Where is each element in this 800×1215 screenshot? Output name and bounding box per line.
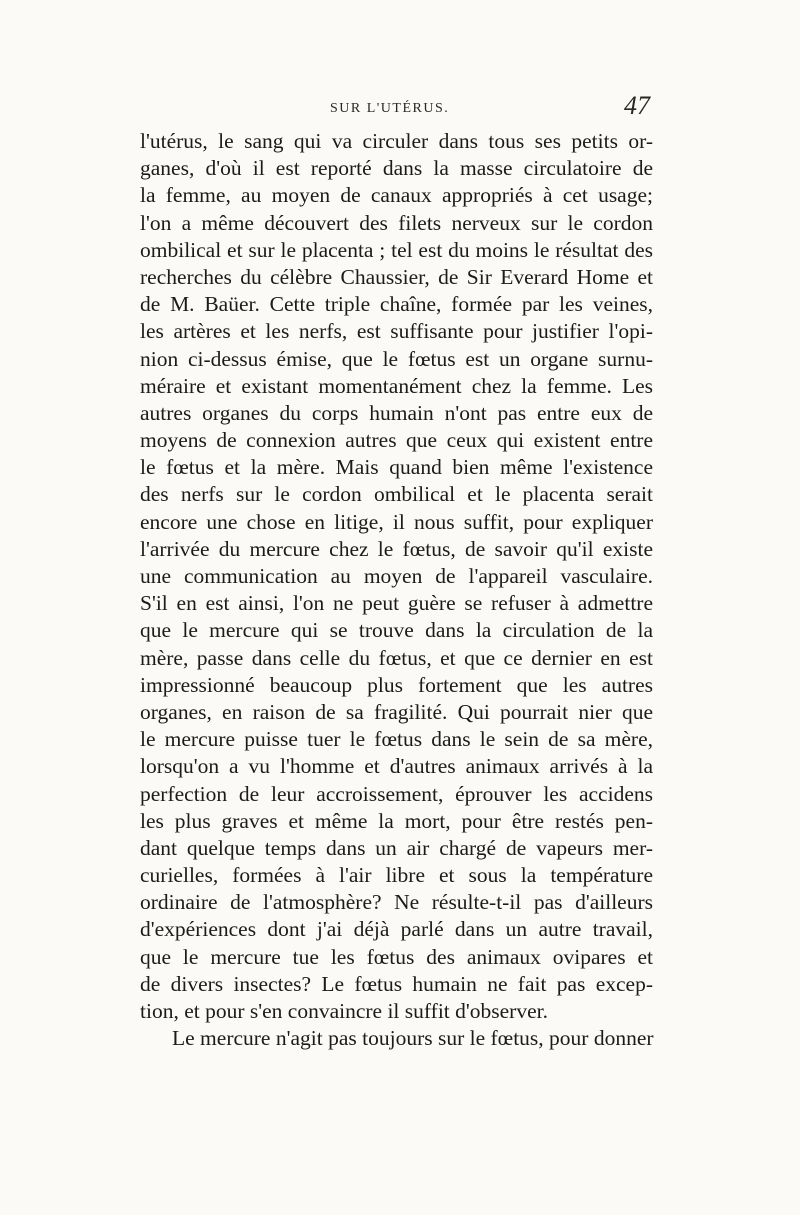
text-line: l'on a même découvert des filets nerveux sur le cordon: [140, 210, 653, 235]
text-line: tion, et pour s'en convaincre il suffit d'observer.: [140, 999, 548, 1023]
text-line: de divers insectes? Le fœtus humain ne fait pas excep-: [140, 971, 653, 996]
text-line: ordinaire de l'atmosphère? Ne résulte-t-il pas d'ailleurs: [140, 890, 653, 915]
text-line: moyens de connexion autres que ceux qui existent entre: [140, 428, 653, 453]
text-line: méraire et existant momentanément chez la femme. Les: [140, 373, 653, 398]
text-line: de M. Baüer. Cette triple chaîne, formée par les veines,: [140, 292, 653, 317]
text-line: les plus graves et même la mort, pour être restés pen-: [140, 808, 653, 833]
running-head: [140, 91, 650, 125]
text-line: une communication au moyen de l'appareil vasculaire.: [140, 564, 653, 588]
text-line: des nerfs sur le cordon ombilical et le placenta serait: [140, 482, 653, 507]
text-line: ganes, d'où il est reporté dans la masse circulatoire de: [140, 156, 653, 181]
text-line: curielles, formées à l'air libre et sous la température: [140, 863, 653, 888]
text-line: l'utérus, le sang qui va circuler dans tous ses petits or-: [140, 129, 653, 153]
text-line: impressionné beaucoup plus fortement que les autres: [140, 672, 653, 697]
text-line: la femme, au moyen de canaux appropriés à cet usage;: [140, 183, 653, 208]
text-line: organes, en raison de sa fragilité. Qui pourrait nier que: [140, 699, 653, 724]
text-line: lorsqu'on a vu l'homme et d'autres animaux arrivés à la: [140, 754, 653, 779]
text-line: perfection de leur accroissement, éprouver les accidens: [140, 781, 653, 806]
page-number: 47: [624, 91, 650, 120]
text-line: mère, passe dans celle du fœtus, et que ce dernier en est: [140, 645, 653, 670]
text-line: S'il en est ainsi, l'on ne peut guère se refuser à admettre: [140, 591, 653, 616]
text-line: le mercure puisse tuer le fœtus dans le sein de sa mère,: [140, 727, 653, 752]
text-line: nion ci-dessus émise, que le fœtus est un organe surnu-: [140, 346, 653, 371]
text-line: Le mercure n'agit pas toujours sur le fœtus, pour donner: [172, 1026, 654, 1051]
body-text: [140, 128, 653, 1052]
text-line: autres organes du corps humain n'ont pas entre eux de: [140, 400, 653, 425]
running-title: SUR L'UTÉRUS.: [330, 101, 450, 116]
text-line: les artères et les nerfs, est suffisante pour justifier l'opi-: [140, 319, 653, 344]
text-line: dant quelque temps dans un air chargé de vapeurs mer-: [140, 835, 653, 860]
text-line: l'arrivée du mercure chez le fœtus, de savoir qu'il existe: [140, 536, 653, 561]
text-line: recherches du célèbre Chaussier, de Sir Everard Home et: [140, 264, 653, 289]
text-line: que le mercure qui se trouve dans la circulation de la: [140, 618, 653, 643]
text-line: que le mercure tue les fœtus des animaux ovipares et: [140, 944, 653, 969]
text-line: d'expériences dont j'ai déjà parlé dans un autre travail,: [140, 917, 653, 942]
text-line: encore une chose en litige, il nous suffit, pour expliquer: [140, 509, 653, 534]
text-line: ombilical et sur le placenta ; tel est du moins le résultat des: [140, 237, 653, 262]
text-line: le fœtus et la mère. Mais quand bien même l'existence: [140, 455, 653, 480]
